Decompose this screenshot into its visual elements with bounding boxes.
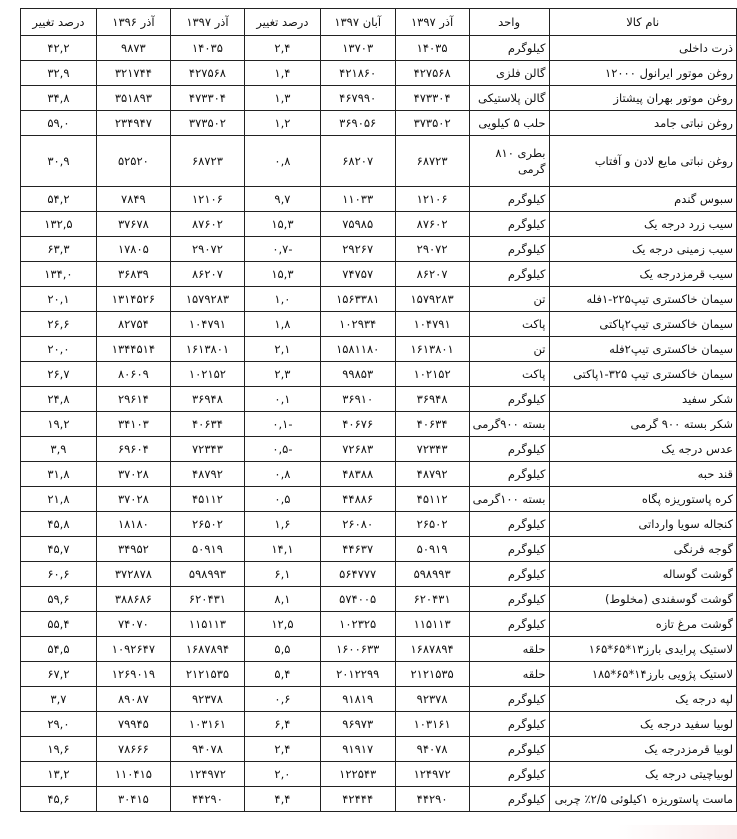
cell-price-aban-1397: ۹۶۹۷۳	[320, 712, 395, 737]
cell-monthly-change: ۹,۷	[244, 187, 320, 212]
cell-price-azar-1397-repeat: ۲۱۲۱۵۳۵	[170, 662, 244, 687]
cell-price-aban-1397: ۱۵۶۳۳۸۱	[320, 287, 395, 312]
cell-monthly-change: ۰,۶	[244, 687, 320, 712]
table-row	[21, 287, 737, 312]
cell-price-aban-1397: ۴۲۴۴۴	[320, 787, 395, 812]
cell-yearly-change: ۳,۷	[21, 687, 97, 712]
cell-product-name: لوبیاچیتی درجه یک	[549, 762, 736, 787]
cell-yearly-change: ۵۹,۰	[21, 111, 97, 136]
header-price-azar-1397-repeat: آذر ۱۳۹۷	[170, 9, 244, 36]
cell-product-name: گوجه فرنگی	[549, 537, 736, 562]
cell-price-azar-1397: ۴۴۲۹۰	[395, 787, 469, 812]
table-row	[21, 512, 737, 537]
cell-unit: حلقه	[469, 637, 549, 662]
cell-monthly-change: ۱,۶	[244, 512, 320, 537]
cell-monthly-change: ۲,۳	[244, 362, 320, 387]
table-header	[21, 9, 737, 36]
cell-yearly-change: ۱۳,۲	[21, 762, 97, 787]
cell-price-azar-1397-repeat: ۹۲۳۷۸	[170, 687, 244, 712]
cell-price-azar-1397: ۱۲۴۹۷۲	[395, 762, 469, 787]
cell-unit: کیلوگرم	[469, 537, 549, 562]
cell-yearly-change: ۴۵,۸	[21, 512, 97, 537]
cell-yearly-change: ۳۰,۹	[21, 136, 97, 187]
cell-monthly-change: ۰,۱	[244, 387, 320, 412]
cell-price-azar-1397-repeat: ۸۶۲۰۷	[170, 262, 244, 287]
cell-yearly-change: ۳۴,۸	[21, 86, 97, 111]
cell-price-azar-1397: ۹۲۳۷۸	[395, 687, 469, 712]
cell-product-name: روغن نباتی مایع لادن و آفتاب	[549, 136, 736, 187]
cell-price-azar-1397-repeat: ۴۴۲۹۰	[170, 787, 244, 812]
table-row	[21, 187, 737, 212]
cell-unit: کیلوگرم	[469, 512, 549, 537]
table-row	[21, 487, 737, 512]
cell-price-azar-1396: ۷۴۰۷۰	[96, 612, 170, 637]
cell-price-aban-1397: ۶۸۲۰۷	[320, 136, 395, 187]
cell-unit: کیلوگرم	[469, 187, 549, 212]
cell-monthly-change: -۰,۱	[244, 412, 320, 437]
cell-price-azar-1397-repeat: ۶۲۰۴۳۱	[170, 587, 244, 612]
cell-price-azar-1396: ۳۷۶۷۸	[96, 212, 170, 237]
cell-yearly-change: ۶۳,۳	[21, 237, 97, 262]
cell-product-name: لپه درجه یک	[549, 687, 736, 712]
cell-product-name: شکر بسته ۹۰۰ گرمی	[549, 412, 736, 437]
cell-monthly-change: ۶,۴	[244, 712, 320, 737]
cell-price-azar-1397: ۲۱۲۱۵۳۵	[395, 662, 469, 687]
cell-price-azar-1397-repeat: ۸۷۶۰۲	[170, 212, 244, 237]
cell-unit: کیلوگرم	[469, 762, 549, 787]
cell-price-aban-1397: ۷۴۷۵۷	[320, 262, 395, 287]
cell-unit: کیلوگرم	[469, 237, 549, 262]
cell-unit: کیلوگرم	[469, 462, 549, 487]
cell-price-azar-1396: ۱۳۱۴۵۲۶	[96, 287, 170, 312]
cell-price-azar-1396: ۳۷۰۲۸	[96, 487, 170, 512]
cell-yearly-change: ۵۴,۵	[21, 637, 97, 662]
cell-yearly-change: ۴۵,۶	[21, 787, 97, 812]
cell-yearly-change: ۶۰,۶	[21, 562, 97, 587]
cell-unit: گالن پلاستیکی	[469, 86, 549, 111]
table-row	[21, 412, 737, 437]
cell-unit: کیلوگرم	[469, 36, 549, 61]
cell-price-azar-1397: ۱۰۳۱۶۱	[395, 712, 469, 737]
cell-unit: کیلوگرم	[469, 612, 549, 637]
cell-product-name: قند حبه	[549, 462, 736, 487]
cell-yearly-change: ۲۰,۱	[21, 287, 97, 312]
cell-price-aban-1397: ۴۸۳۸۸	[320, 462, 395, 487]
cell-price-azar-1397: ۴۵۱۱۲	[395, 487, 469, 512]
cell-product-name: سیمان خاکستری تیپ ۳۲۵-۱پاکتی	[549, 362, 736, 387]
cell-price-aban-1397: ۳۶۹۱۰	[320, 387, 395, 412]
corner-watermark	[617, 825, 737, 839]
cell-price-azar-1396: ۱۸۱۸۰	[96, 512, 170, 537]
cell-price-azar-1396: ۳۷۲۸۷۸	[96, 562, 170, 587]
table-row	[21, 387, 737, 412]
header-row	[21, 9, 737, 36]
cell-price-azar-1397-repeat: ۱۲۱۰۶	[170, 187, 244, 212]
cell-price-azar-1397-repeat: ۱۰۴۷۹۱	[170, 312, 244, 337]
cell-price-aban-1397: ۳۶۹۰۵۶	[320, 111, 395, 136]
cell-yearly-change: ۳۱,۸	[21, 462, 97, 487]
table-row	[21, 61, 737, 86]
cell-unit: کیلوگرم	[469, 587, 549, 612]
cell-unit: کیلوگرم	[469, 787, 549, 812]
cell-unit: کیلوگرم	[469, 437, 549, 462]
cell-monthly-change: ۱۴,۱	[244, 537, 320, 562]
cell-price-aban-1397: ۲۰۱۲۲۹۹	[320, 662, 395, 687]
table-row	[21, 762, 737, 787]
cell-monthly-change: ۲,۴	[244, 36, 320, 61]
cell-monthly-change: ۵,۵	[244, 637, 320, 662]
cell-price-azar-1397: ۱۶۱۳۸۰۱	[395, 337, 469, 362]
cell-price-azar-1397: ۱۰۴۷۹۱	[395, 312, 469, 337]
cell-price-aban-1397: ۴۲۱۸۶۰	[320, 61, 395, 86]
cell-price-azar-1396: ۳۸۸۶۸۶	[96, 587, 170, 612]
cell-unit: کیلوگرم	[469, 687, 549, 712]
cell-monthly-change: ۱,۰	[244, 287, 320, 312]
cell-monthly-change: ۱۵,۳	[244, 212, 320, 237]
cell-price-azar-1396: ۷۹۹۴۵	[96, 712, 170, 737]
cell-monthly-change: ۵,۴	[244, 662, 320, 687]
cell-price-azar-1397-repeat: ۲۹۰۷۲	[170, 237, 244, 262]
table-row	[21, 437, 737, 462]
cell-product-name: لوبیا سفید درجه یک	[549, 712, 736, 737]
cell-price-azar-1396: ۲۳۴۹۴۷	[96, 111, 170, 136]
table-row	[21, 662, 737, 687]
cell-price-azar-1397: ۷۲۳۴۳	[395, 437, 469, 462]
table-row	[21, 737, 737, 762]
cell-price-azar-1397-repeat: ۶۸۷۲۳	[170, 136, 244, 187]
cell-price-azar-1396: ۱۳۴۴۵۱۴	[96, 337, 170, 362]
cell-price-azar-1397-repeat: ۱۶۱۳۸۰۱	[170, 337, 244, 362]
cell-monthly-change: ۱۲,۵	[244, 612, 320, 637]
cell-monthly-change: ۲,۰	[244, 762, 320, 787]
header-product-name: نام کالا	[549, 9, 736, 36]
cell-unit: کیلوگرم	[469, 262, 549, 287]
cell-price-azar-1397: ۱۰۲۱۵۲	[395, 362, 469, 387]
cell-unit: کیلوگرم	[469, 712, 549, 737]
table-body	[21, 36, 737, 812]
cell-monthly-change: ۰,۸	[244, 462, 320, 487]
cell-price-aban-1397: ۷۵۹۸۵	[320, 212, 395, 237]
cell-price-azar-1397: ۶۸۷۲۳	[395, 136, 469, 187]
table-row	[21, 312, 737, 337]
cell-price-azar-1396: ۵۲۵۲۰	[96, 136, 170, 187]
cell-price-aban-1397: ۱۵۸۱۱۸۰	[320, 337, 395, 362]
table-row	[21, 462, 737, 487]
cell-monthly-change: ۸,۱	[244, 587, 320, 612]
cell-price-azar-1397: ۲۹۰۷۲	[395, 237, 469, 262]
cell-yearly-change: ۶۷,۲	[21, 662, 97, 687]
cell-product-name: سیب قرمزدرجه یک	[549, 262, 736, 287]
header-price-aban-1397: آبان ۱۳۹۷	[320, 9, 395, 36]
cell-unit: کیلوگرم	[469, 387, 549, 412]
cell-monthly-change: ۱۵,۳	[244, 262, 320, 287]
cell-yearly-change: ۳۲,۹	[21, 61, 97, 86]
cell-price-aban-1397: ۵۷۴۰۰۵	[320, 587, 395, 612]
cell-price-azar-1396: ۸۹۰۸۷	[96, 687, 170, 712]
cell-unit: بسته ۱۰۰گرمی	[469, 487, 549, 512]
cell-monthly-change: ۰,۸	[244, 136, 320, 187]
cell-product-name: عدس درجه یک	[549, 437, 736, 462]
cell-price-azar-1396: ۹۸۷۳	[96, 36, 170, 61]
cell-yearly-change: ۱۳۴,۰	[21, 262, 97, 287]
cell-price-azar-1397: ۴۷۳۳۰۴	[395, 86, 469, 111]
cell-price-azar-1396: ۲۹۶۱۴	[96, 387, 170, 412]
cell-yearly-change: ۵۴,۲	[21, 187, 97, 212]
cell-yearly-change: ۱۳۲,۵	[21, 212, 97, 237]
cell-price-aban-1397: ۹۱۸۱۹	[320, 687, 395, 712]
cell-price-azar-1397: ۱۱۵۱۱۳	[395, 612, 469, 637]
cell-yearly-change: ۴۵,۷	[21, 537, 97, 562]
table-row	[21, 612, 737, 637]
cell-price-azar-1397: ۱۲۱۰۶	[395, 187, 469, 212]
cell-monthly-change: -۰,۷	[244, 237, 320, 262]
cell-price-azar-1397: ۱۴۰۳۵	[395, 36, 469, 61]
cell-price-aban-1397: ۲۹۲۶۷	[320, 237, 395, 262]
table-row	[21, 136, 737, 187]
cell-unit: کیلوگرم	[469, 562, 549, 587]
cell-unit: تن	[469, 287, 549, 312]
cell-product-name: سیب زرد درجه یک	[549, 212, 736, 237]
cell-monthly-change: ۶,۱	[244, 562, 320, 587]
header-yearly-change-percent: درصد تغییر	[21, 9, 97, 36]
cell-product-name: روغن موتور بهران پیشتاز	[549, 86, 736, 111]
table-row	[21, 262, 737, 287]
cell-product-name: سیب زمینی درجه یک	[549, 237, 736, 262]
cell-product-name: لاستیک پژویی بارز۱۴*۶۵*۱۸۵	[549, 662, 736, 687]
cell-monthly-change: ۲,۴	[244, 737, 320, 762]
cell-price-aban-1397: ۷۲۶۸۳	[320, 437, 395, 462]
table-row	[21, 637, 737, 662]
cell-monthly-change: ۰,۵	[244, 487, 320, 512]
cell-product-name: کنجاله سویا وارداتی	[549, 512, 736, 537]
cell-yearly-change: ۲۶,۶	[21, 312, 97, 337]
cell-price-aban-1397: ۴۶۷۹۹۰	[320, 86, 395, 111]
cell-price-azar-1397: ۲۶۵۰۲	[395, 512, 469, 537]
cell-price-azar-1397-repeat: ۱۵۷۹۲۸۳	[170, 287, 244, 312]
cell-price-azar-1396: ۳۲۱۷۴۴	[96, 61, 170, 86]
cell-product-name: گوشت گوسفندی (مخلوط)	[549, 587, 736, 612]
cell-price-azar-1397-repeat: ۱۰۳۱۶۱	[170, 712, 244, 737]
header-unit: واحد	[469, 9, 549, 36]
cell-unit: تن	[469, 337, 549, 362]
cell-unit: بطری ۸۱۰ گرمی	[469, 136, 549, 187]
cell-unit: پاکت	[469, 312, 549, 337]
table-row	[21, 337, 737, 362]
table-row	[21, 587, 737, 612]
cell-product-name: شکر سفید	[549, 387, 736, 412]
cell-price-azar-1396: ۱۰۹۲۶۴۷	[96, 637, 170, 662]
cell-yearly-change: ۵۹,۶	[21, 587, 97, 612]
cell-price-azar-1397: ۴۰۶۳۴	[395, 412, 469, 437]
cell-price-azar-1396: ۷۸۶۶۶	[96, 737, 170, 762]
table-row	[21, 212, 737, 237]
cell-price-azar-1397-repeat: ۴۲۷۵۶۸	[170, 61, 244, 86]
cell-product-name: گوشت مرغ تازه	[549, 612, 736, 637]
cell-price-azar-1396: ۶۹۶۰۴	[96, 437, 170, 462]
cell-product-name: سیمان خاکستری تیپ۲۲۵-۱فله	[549, 287, 736, 312]
header-price-azar-1397: آذر ۱۳۹۷	[395, 9, 469, 36]
cell-price-azar-1397: ۳۶۹۴۸	[395, 387, 469, 412]
cell-monthly-change: ۱,۲	[244, 111, 320, 136]
cell-price-azar-1397-repeat: ۱۲۴۹۷۲	[170, 762, 244, 787]
cell-yearly-change: ۱۹,۶	[21, 737, 97, 762]
cell-price-aban-1397: ۴۴۶۳۷	[320, 537, 395, 562]
cell-price-azar-1397: ۸۶۲۰۷	[395, 262, 469, 287]
cell-price-azar-1397: ۴۸۷۹۲	[395, 462, 469, 487]
table-row	[21, 237, 737, 262]
cell-unit: پاکت	[469, 362, 549, 387]
cell-price-aban-1397: ۱۱۰۳۳	[320, 187, 395, 212]
cell-price-azar-1397-repeat: ۱۰۲۱۵۲	[170, 362, 244, 387]
table-row	[21, 787, 737, 812]
cell-unit: حلب ۵ کیلویی	[469, 111, 549, 136]
cell-price-azar-1396: ۱۲۶۹۰۱۹	[96, 662, 170, 687]
cell-monthly-change: ۱,۸	[244, 312, 320, 337]
cell-product-name: لاستیک پرایدی بارز۱۳*۶۵*۱۶۵	[549, 637, 736, 662]
cell-price-aban-1397: ۲۶۰۸۰	[320, 512, 395, 537]
cell-yearly-change: ۲۶,۷	[21, 362, 97, 387]
cell-price-azar-1397-repeat: ۴۸۷۹۲	[170, 462, 244, 487]
cell-price-azar-1396: ۳۰۴۱۵	[96, 787, 170, 812]
cell-price-aban-1397: ۱۰۲۹۳۴	[320, 312, 395, 337]
cell-price-azar-1397: ۴۲۷۵۶۸	[395, 61, 469, 86]
cell-unit: بسته ۹۰۰گرمی	[469, 412, 549, 437]
cell-price-aban-1397: ۱۳۷۰۳	[320, 36, 395, 61]
cell-price-azar-1397: ۵۹۸۹۹۳	[395, 562, 469, 587]
cell-price-aban-1397: ۵۶۴۷۷۷	[320, 562, 395, 587]
cell-price-azar-1396: ۸۲۷۵۴	[96, 312, 170, 337]
table-row	[21, 562, 737, 587]
cell-yearly-change: ۵۵,۴	[21, 612, 97, 637]
cell-price-azar-1397-repeat: ۹۴۰۷۸	[170, 737, 244, 762]
cell-price-azar-1396: ۱۷۸۰۵	[96, 237, 170, 262]
cell-price-aban-1397: ۹۹۸۵۳	[320, 362, 395, 387]
cell-yearly-change: ۲۱,۸	[21, 487, 97, 512]
cell-price-azar-1397: ۹۴۰۷۸	[395, 737, 469, 762]
cell-price-azar-1397-repeat: ۱۶۸۷۸۹۴	[170, 637, 244, 662]
cell-price-azar-1396: ۳۶۸۳۹	[96, 262, 170, 287]
cell-monthly-change: ۴,۴	[244, 787, 320, 812]
cell-price-azar-1397: ۶۲۰۴۳۱	[395, 587, 469, 612]
cell-product-name: لوبیا قرمزدرجه یک	[549, 737, 736, 762]
cell-product-name: سبوس گندم	[549, 187, 736, 212]
cell-monthly-change: -۰,۵	[244, 437, 320, 462]
header-monthly-change-percent: درصد تغییر	[244, 9, 320, 36]
cell-yearly-change: ۴۲,۲	[21, 36, 97, 61]
table-row	[21, 362, 737, 387]
cell-price-azar-1397: ۸۷۶۰۲	[395, 212, 469, 237]
cell-price-azar-1396: ۱۱۰۴۱۵	[96, 762, 170, 787]
cell-price-azar-1397-repeat: ۵۹۸۹۹۳	[170, 562, 244, 587]
cell-monthly-change: ۱,۴	[244, 61, 320, 86]
cell-price-azar-1397-repeat: ۴۷۳۳۰۴	[170, 86, 244, 111]
cell-price-azar-1397: ۳۷۳۵۰۲	[395, 111, 469, 136]
cell-product-name: ماست پاستوریزه ۱کیلوئی ۲/۵٪ چربی	[549, 787, 736, 812]
cell-product-name: روغن نباتی جامد	[549, 111, 736, 136]
cell-yearly-change: ۲۰,۰	[21, 337, 97, 362]
cell-price-aban-1397: ۴۰۶۷۶	[320, 412, 395, 437]
cell-yearly-change: ۱۹,۲	[21, 412, 97, 437]
cell-price-azar-1397-repeat: ۷۲۳۴۳	[170, 437, 244, 462]
cell-unit: کیلوگرم	[469, 737, 549, 762]
cell-price-aban-1397: ۴۴۸۸۶	[320, 487, 395, 512]
cell-price-azar-1396: ۸۰۶۰۹	[96, 362, 170, 387]
cell-product-name: روغن موتور ایرانول ۱۲۰۰۰	[549, 61, 736, 86]
cell-price-azar-1397: ۱۵۷۹۲۸۳	[395, 287, 469, 312]
cell-unit: کیلوگرم	[469, 212, 549, 237]
cell-product-name: ذرت داخلی	[549, 36, 736, 61]
cell-product-name: کره پاستوریزه پگاه	[549, 487, 736, 512]
cell-price-azar-1397: ۱۶۸۷۸۹۴	[395, 637, 469, 662]
cell-price-aban-1397: ۹۱۹۱۷	[320, 737, 395, 762]
cell-price-azar-1397-repeat: ۱۱۵۱۱۳	[170, 612, 244, 637]
header-price-azar-1396: آذر ۱۳۹۶	[96, 9, 170, 36]
cell-product-name: گوشت گوساله	[549, 562, 736, 587]
cell-price-azar-1397-repeat: ۴۵۱۱۲	[170, 487, 244, 512]
table-row	[21, 537, 737, 562]
cell-yearly-change: ۳,۹	[21, 437, 97, 462]
cell-price-azar-1397-repeat: ۳۶۹۴۸	[170, 387, 244, 412]
cell-price-azar-1397: ۵۰۹۱۹	[395, 537, 469, 562]
cell-unit: گالن فلزی	[469, 61, 549, 86]
cell-price-aban-1397: ۱۰۲۳۲۵	[320, 612, 395, 637]
cell-price-azar-1396: ۳۵۱۸۹۳	[96, 86, 170, 111]
cell-yearly-change: ۲۹,۰	[21, 712, 97, 737]
cell-price-azar-1397-repeat: ۲۶۵۰۲	[170, 512, 244, 537]
cell-product-name: سیمان خاکستری تیپ۲پاکتی	[549, 312, 736, 337]
cell-yearly-change: ۲۴,۸	[21, 387, 97, 412]
table-row	[21, 86, 737, 111]
cell-price-azar-1396: ۳۴۱۰۳	[96, 412, 170, 437]
cell-price-azar-1397-repeat: ۱۴۰۳۵	[170, 36, 244, 61]
cell-price-azar-1397-repeat: ۵۰۹۱۹	[170, 537, 244, 562]
cell-monthly-change: ۱,۳	[244, 86, 320, 111]
cell-price-aban-1397: ۱۲۲۵۴۳	[320, 762, 395, 787]
cell-price-aban-1397: ۱۶۰۰۶۳۳	[320, 637, 395, 662]
price-comparison-table	[20, 8, 737, 812]
cell-price-azar-1396: ۷۸۴۹	[96, 187, 170, 212]
cell-price-azar-1397-repeat: ۳۷۳۵۰۲	[170, 111, 244, 136]
table-row	[21, 687, 737, 712]
cell-product-name: سیمان خاکستری تیپ۲فله	[549, 337, 736, 362]
table-row	[21, 712, 737, 737]
table-row	[21, 36, 737, 61]
cell-price-azar-1397-repeat: ۴۰۶۳۴	[170, 412, 244, 437]
cell-unit: حلقه	[469, 662, 549, 687]
cell-price-azar-1396: ۳۷۰۲۸	[96, 462, 170, 487]
cell-monthly-change: ۲,۱	[244, 337, 320, 362]
cell-price-azar-1396: ۳۴۹۵۲	[96, 537, 170, 562]
table-row	[21, 111, 737, 136]
